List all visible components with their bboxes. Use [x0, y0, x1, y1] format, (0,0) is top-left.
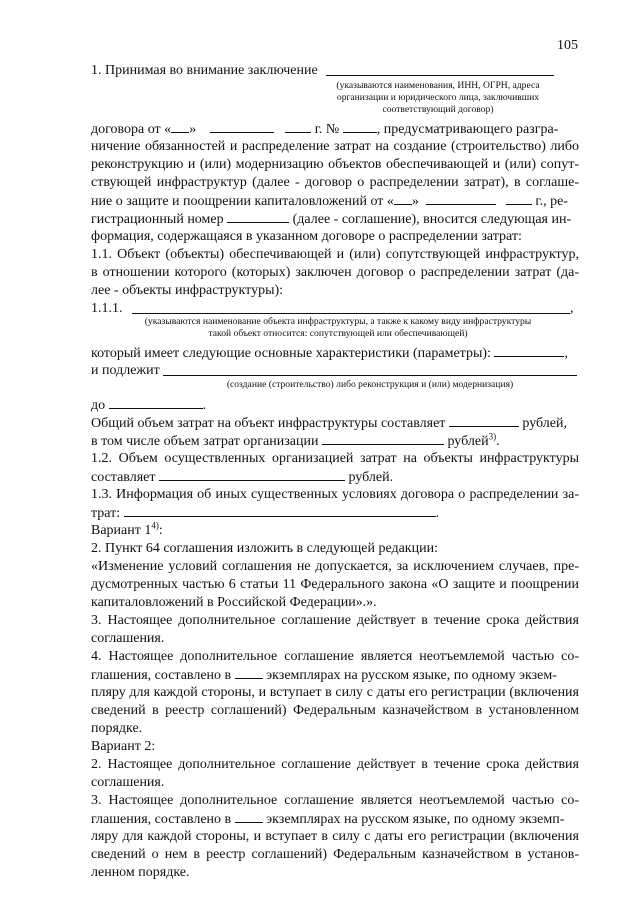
text: ние о защите и поощрении капиталовложений от « — [91, 194, 394, 209]
text-line: 1.2. Объем осуществленных организацией затрат на объекты инфраструктуры — [91, 451, 579, 466]
text-line — [91, 432, 579, 450]
blank-field — [235, 666, 263, 679]
text: г., ре- — [535, 194, 568, 209]
text: в том числе объем затрат организации — [91, 434, 319, 449]
text-line — [91, 62, 579, 79]
text: глашения, составлено в — [91, 812, 232, 827]
text: (далее - соглашение), вносится следующая ин- — [292, 212, 572, 227]
footnote-ref: 3) — [488, 431, 497, 442]
text-line: соглашения. — [91, 631, 165, 646]
text: рублей, — [522, 416, 568, 431]
text: экземпляpах на русском языке, по одному экземп- — [266, 812, 565, 827]
text: гистрационный номер — [91, 212, 224, 227]
caption-line: соответствующий договор) — [382, 104, 494, 115]
text-line — [91, 344, 579, 362]
caption — [300, 80, 576, 116]
text-line — [91, 414, 579, 432]
caption-line: такой объект относится: сопутствующей или обеспечивающей) — [208, 328, 468, 339]
text: и подлежит — [91, 363, 160, 378]
text: . — [202, 398, 207, 413]
blank-field — [171, 120, 189, 133]
text-line: 2. Настоящее дополнительное соглашение действует в течение срока действия — [91, 757, 579, 772]
text: Вариант 1 — [91, 523, 152, 538]
caption-line: организации и юридического лица, заключивших — [336, 92, 540, 103]
text: , предусматривающего разгра- — [376, 122, 559, 137]
blank-field — [326, 75, 554, 76]
text-line: дусмотренных частью 6 статьи 11 Федерального закона «О защите и поощрении — [91, 577, 579, 592]
text-line — [91, 396, 579, 414]
blank-field — [449, 414, 519, 427]
text-line: в отношении которого (которых) заключен договор о распределении затрат (да- — [91, 265, 579, 280]
text: . — [496, 434, 500, 449]
text-line: сведений о нем в реестр соглашений) Федеральным казначейством в установ- — [91, 847, 579, 862]
text-line: пляру для каждой стороны, и вступает в силу с даты его регистрации (включения — [91, 685, 579, 700]
text: , — [564, 346, 568, 361]
text-line: капиталовложений в Российской Федерации».». — [91, 595, 377, 610]
text-line: ничение обязанностей и распределение затрат на создание (строительство) либо — [91, 139, 579, 154]
text: рублей. — [348, 470, 394, 485]
text-line: 3. Настоящее дополнительное соглашение действует в течение срока действия — [91, 613, 579, 628]
text-line — [91, 810, 579, 828]
text-line: лее - объекты инфраструктуры): — [91, 283, 284, 298]
text-line — [91, 522, 579, 539]
caption-line: (указываются наименование объекта инфраструктуры, а также к какому виду инфраструктуры — [144, 316, 532, 327]
text-line — [570, 300, 580, 317]
text: » — [189, 122, 197, 137]
text-line: ленном порядке. — [91, 865, 190, 880]
text: , — [570, 301, 574, 316]
blank-field — [343, 120, 377, 133]
text: глашения, составлено в — [91, 668, 232, 683]
text-line: 3. Настоящее дополнительное соглашение является неотъемлемой частью со- — [91, 793, 579, 808]
blank-field — [506, 192, 532, 205]
text-line: ствующей инфраструктур (далее - договор о распределении затрат), в соглаше- — [91, 175, 579, 190]
text: до — [91, 398, 106, 413]
text-line — [91, 468, 579, 486]
text-line: 2. Пункт 64 соглашения изложить в следующей редакции: — [91, 541, 438, 556]
caption: (создание (строительство) либо реконструкция и (или) модернизация) — [226, 379, 514, 390]
text-line — [91, 192, 579, 210]
text-line: сведений в реестр соглашений) Федеральным казначейством в установленном — [91, 703, 579, 718]
text-line: 4. Настоящее дополнительное соглашение является неотъемлемой частью со- — [91, 649, 579, 664]
text-line: 1.3. Информация об иных существенных условиях договора о распределении за- — [91, 487, 579, 502]
blank-field — [124, 504, 436, 517]
blank-field — [426, 192, 496, 205]
page-number: 105 — [557, 38, 578, 53]
text: 1. Принимая во внимание заключение — [91, 63, 318, 78]
text: рублей — [447, 434, 489, 449]
text-line: 1.1. Объект (объекты) обеспечивающей и (или) сопутствующей инфраструктур, — [91, 247, 579, 262]
text: договора от « — [91, 122, 172, 137]
blank-field — [163, 375, 577, 376]
text: экземплярах на русском языке, по одному экзем- — [266, 668, 557, 683]
text: трат: — [91, 506, 121, 521]
text: составляет — [91, 470, 156, 485]
caption-line: (указываются наименования, ИНН, ОГРН, адреса — [336, 80, 540, 91]
text-line — [91, 504, 579, 522]
blank-field — [322, 432, 444, 445]
blank-field — [494, 344, 564, 357]
blank-field — [285, 120, 311, 133]
text-line: Вариант 2: — [91, 739, 156, 754]
text: Общий объем затрат на объект инфраструктуры составляет — [91, 416, 446, 431]
blank-field — [394, 192, 412, 205]
text: г. № — [314, 122, 340, 137]
text: 1.1.1. — [91, 301, 123, 316]
text-line — [91, 210, 579, 228]
blank-field — [210, 120, 274, 133]
footnote-ref: 4) — [151, 520, 159, 531]
text-line: «Изменение условий соглашения не допускается, за исключением случаев, пре- — [91, 559, 579, 574]
text-line: формация, содержащаяся в указанном договоре о распределении затрат: — [91, 229, 522, 244]
text-line: ляру для каждой стороны, и вступает в силу с даты его регистрации (включения — [91, 829, 579, 844]
blank-field — [227, 210, 289, 223]
text-line: реконструкцию и (или) модернизацию объектов обеспечивающей и (или) сопут- — [91, 157, 579, 172]
text-line: соглашения. — [91, 775, 165, 790]
blank-field — [109, 396, 203, 409]
text: . — [435, 506, 440, 521]
blank-field — [159, 468, 345, 481]
caption — [96, 316, 580, 340]
blank-field — [132, 313, 570, 314]
text-line — [91, 120, 579, 138]
text: который имеет следующие основные характеристики (параметры): — [91, 346, 491, 361]
text-line — [91, 362, 579, 379]
text-line: порядке. — [91, 721, 143, 736]
text-line — [91, 300, 579, 317]
text-line — [91, 666, 579, 684]
blank-field — [235, 810, 263, 823]
text: : — [158, 523, 163, 538]
text: » — [411, 194, 419, 209]
